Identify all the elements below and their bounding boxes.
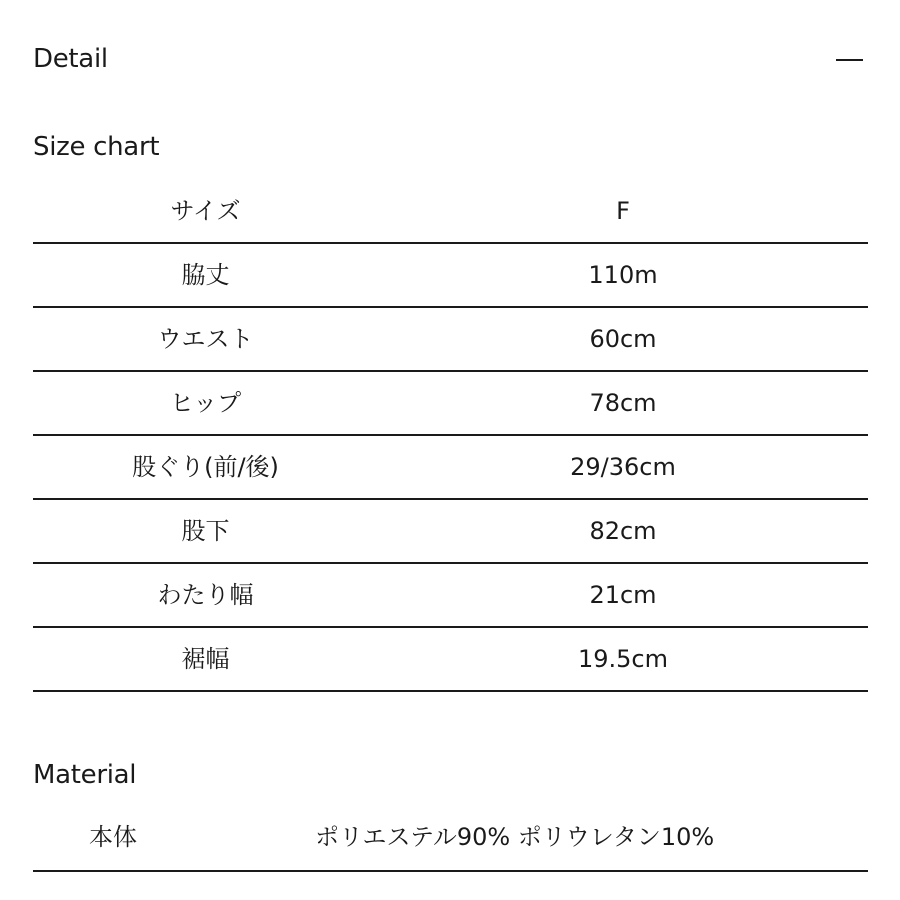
collapse-toggle-button[interactable] xyxy=(836,44,864,74)
table-row xyxy=(33,628,868,692)
row-value: 19.5cm xyxy=(577,645,668,673)
table-row xyxy=(33,436,868,500)
row-value: 21cm xyxy=(589,581,657,609)
table-row xyxy=(33,564,868,628)
row-value: 60cm xyxy=(589,325,657,353)
detail-heading: Detail xyxy=(33,44,108,74)
row-label: 脇丈 xyxy=(181,261,230,289)
size-chart-header-row xyxy=(33,180,868,244)
row-label: ヒップ xyxy=(169,389,242,417)
table-row xyxy=(33,244,868,308)
row-value: 110m xyxy=(588,261,658,289)
row-value: 29/36cm xyxy=(570,453,676,481)
material-label: 本体 xyxy=(89,823,137,851)
size-header-label: サイズ xyxy=(170,197,241,225)
size-header-value: F xyxy=(616,197,630,225)
table-row xyxy=(33,372,868,436)
row-label: わたり幅 xyxy=(157,581,254,609)
material-heading: Material xyxy=(33,760,137,790)
size-chart-table xyxy=(33,180,868,692)
row-label: ウエスト xyxy=(157,325,254,353)
table-row xyxy=(33,500,868,564)
row-label: 裾幅 xyxy=(181,645,230,673)
material-value: ポリエステル90% ポリウレタン10% xyxy=(315,823,715,851)
row-label: 股下 xyxy=(181,517,230,545)
size-chart-heading: Size chart xyxy=(33,132,160,162)
table-row xyxy=(33,308,868,372)
row-label: 股ぐり(前/後) xyxy=(132,453,279,481)
row-value: 82cm xyxy=(589,517,657,545)
minus-icon xyxy=(836,59,863,61)
row-value: 78cm xyxy=(589,389,657,417)
material-row xyxy=(33,808,868,872)
